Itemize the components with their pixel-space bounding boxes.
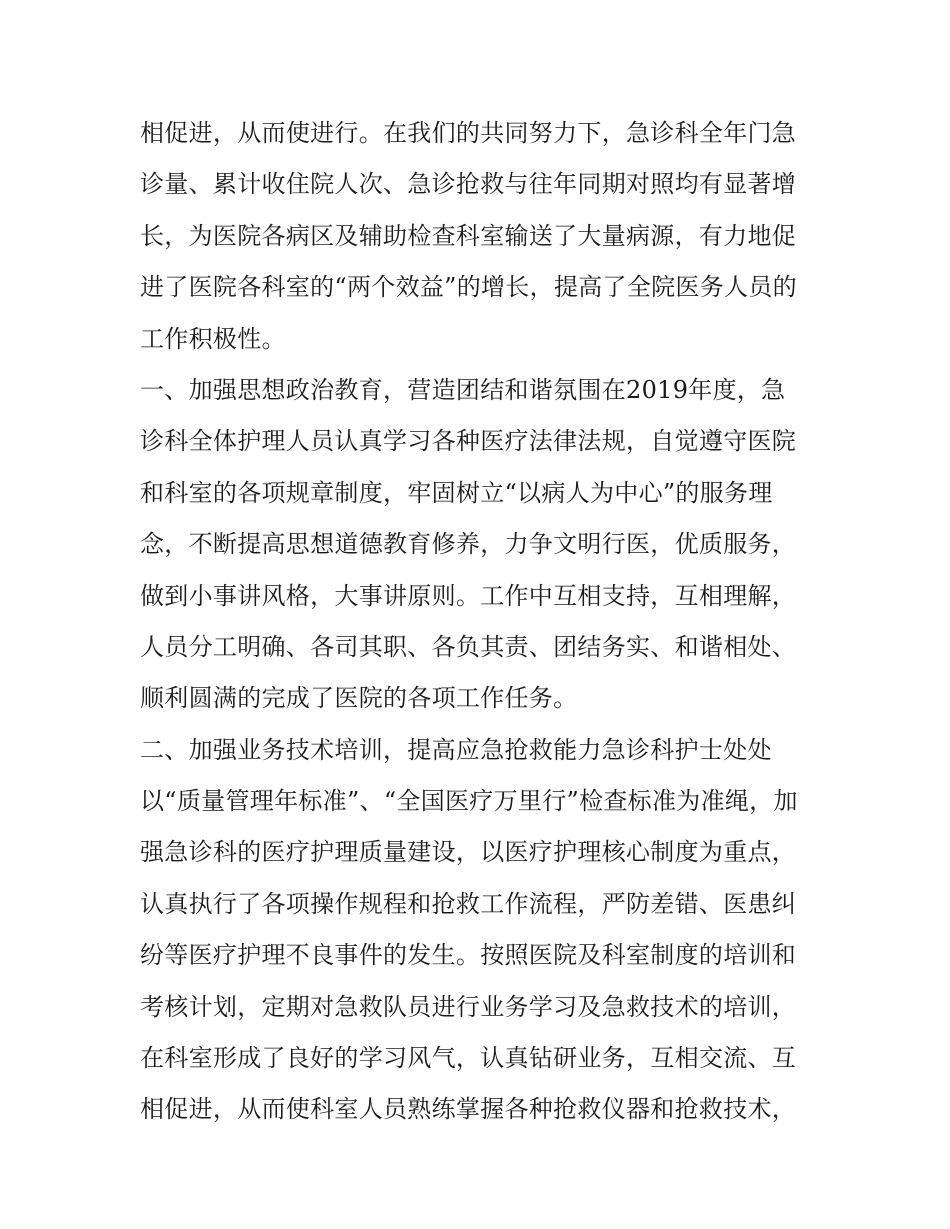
text-line: 纷等医疗护理不良事件的发生。按照医院及科室制度的培训和 <box>140 941 797 970</box>
text-line: 做到小事讲风格，大事讲原则。工作中互相支持，互相理解， <box>140 581 797 610</box>
text-line: 在科室形成了良好的学习风气，认真钻研业务，互相交流、互 <box>140 1044 797 1073</box>
text-line: 诊科全体护理人员认真学习各种医疗法律法规，自觉遵守医院 <box>140 427 797 456</box>
text-line: 念，不断提高思想道德教育修养，力争文明行医，优质服务， <box>140 530 797 559</box>
text-line: 考核计划，定期对急救队员进行业务学习及急救技术的培训， <box>140 992 797 1021</box>
section-heading-line: 一、加强思想政治教育，营造团结和谐氛围在2019年度，急 <box>140 375 786 404</box>
text-line: 相促进，从而使科室人员熟练掌握各种抢救仪器和抢救技术， <box>140 1095 797 1124</box>
text-line: 强急诊科的医疗护理质量建设，以医疗护理核心制度为重点， <box>140 838 797 867</box>
text-line: 长，为医院各病区及辅助检查科室输送了大量病源，有力地促 <box>140 221 797 250</box>
text-line: 人员分工明确、各司其职、各负其责、团结务实、和谐相处、 <box>140 632 797 661</box>
text-line: 进了医院各科室的“两个效益”的增长，提高了全院医务人员的 <box>140 273 797 302</box>
text-line: 认真执行了各项操作规程和抢救工作流程，严防差错、医患纠 <box>140 889 797 918</box>
document-body <box>140 108 820 1136</box>
section-heading-line: 二、加强业务技术培训，提高应急抢救能力急诊科护士处处 <box>140 735 772 764</box>
text-line: 和科室的各项规章制度，牢固树立“以病人为中心”的服务理 <box>140 478 773 507</box>
text-line: 工作积极性。 <box>140 324 286 353</box>
text-line: 相促进，从而使进行。在我们的共同努力下，急诊科全年门急 <box>140 119 797 147</box>
text-line: 诊量、累计收住院人次、急诊抢救与往年同期对照均有显著增 <box>140 170 797 199</box>
text-line: 以“质量管理年标准”、“全国医疗万里行”检查标准为准绳，加 <box>140 787 798 816</box>
text-line: 顺利圆满的完成了医院的各项工作任务。 <box>140 684 578 713</box>
